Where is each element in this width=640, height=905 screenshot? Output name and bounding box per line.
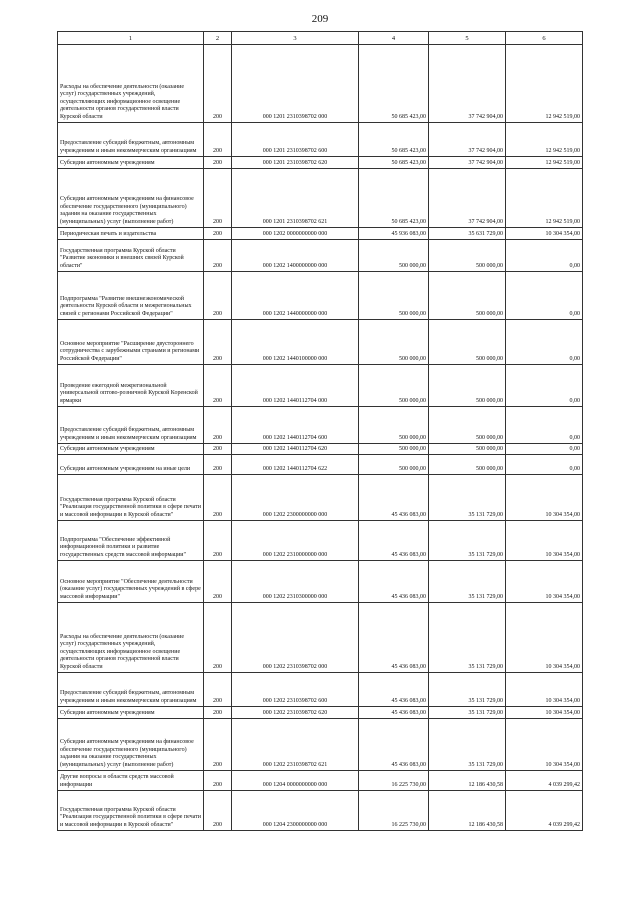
row-name-cell: Основное мероприятие "Обеспечение деятельности (оказание услуг) государственных учреждений в сфере массовой информации" [58,561,204,603]
row-approved-cell: 16 225 730,00 [359,791,429,831]
row-kbk-cell: 000 1201 2310398702 621 [232,169,359,228]
row-approved-cell: 50 685 423,00 [359,45,429,123]
row-executed-cell: 35 131 729,00 [429,475,506,521]
table-row [58,719,583,771]
row-name-cell: Расходы на обеспечение деятельности (оказание услуг) государственных учреждений, осуществляющих информационное освещение деятельности органов государственной власти Курской области [58,603,204,673]
row-code-cell: 200 [204,475,232,521]
row-kbk-cell: 000 1202 2310398702 620 [232,707,359,719]
table-row [58,455,583,475]
row-kbk-cell: 000 1202 1440112704 620 [232,444,359,455]
header-cell: 5 [429,32,506,45]
budget-table [57,31,583,831]
row-executed-cell: 500 000,00 [429,455,506,475]
row-unexecuted-cell: 10 304 354,00 [506,719,583,771]
table-row [58,169,583,228]
row-executed-cell: 500 000,00 [429,320,506,365]
row-code-cell: 200 [204,157,232,169]
table-row [58,521,583,561]
row-executed-cell: 12 186 430,58 [429,771,506,791]
row-executed-cell: 37 742 904,00 [429,123,506,157]
row-name-cell: Государственная программа Курской области "Реализация государственной политики в сфере печати и массовой информации в Курской области" [58,791,204,831]
row-code-cell: 200 [204,407,232,444]
row-code-cell: 200 [204,603,232,673]
row-unexecuted-cell: 10 304 354,00 [506,603,583,673]
table-row [58,45,583,123]
row-executed-cell: 35 131 729,00 [429,673,506,707]
row-name-cell: Предоставление субсидий бюджетным, автономным учреждениям и иным некоммерческим организациям [58,673,204,707]
row-executed-cell: 35 131 729,00 [429,561,506,603]
row-unexecuted-cell: 0,00 [506,455,583,475]
row-approved-cell: 50 685 423,00 [359,123,429,157]
row-executed-cell: 500 000,00 [429,240,506,272]
row-kbk-cell: 000 1204 2300000000 000 [232,791,359,831]
row-approved-cell: 500 000,00 [359,240,429,272]
row-name-cell: Основное мероприятие "Расширение двустороннего сотрудничества с зарубежными странами и регионами Российской Федерации" [58,320,204,365]
row-kbk-cell: 000 1204 0000000000 000 [232,771,359,791]
row-unexecuted-cell: 4 039 299,42 [506,771,583,791]
row-unexecuted-cell: 0,00 [506,240,583,272]
row-approved-cell: 500 000,00 [359,365,429,407]
row-unexecuted-cell: 4 039 299,42 [506,791,583,831]
row-executed-cell: 35 131 729,00 [429,603,506,673]
row-name-cell: Государственная программа Курской области "Развитие экономики и внешних связей Курской области" [58,240,204,272]
row-approved-cell: 500 000,00 [359,407,429,444]
row-name-cell: Субсидии автономным учреждениям [58,444,204,455]
row-name-cell: Подпрограмма "Развитие внешнеэкономической деятельности Курской области и межрегиональных связей с регионами Российской Федерации" [58,272,204,320]
table-body [58,45,583,831]
row-kbk-cell: 000 1202 2310000000 000 [232,521,359,561]
table-row [58,561,583,603]
row-name-cell: Государственная программа Курской области "Реализация государственной политики в сфере печати и массовой информации в Курской области" [58,475,204,521]
row-code-cell: 200 [204,455,232,475]
row-approved-cell: 45 936 083,00 [359,228,429,240]
table-row [58,228,583,240]
row-kbk-cell: 000 1201 2310398702 000 [232,45,359,123]
row-approved-cell: 500 000,00 [359,272,429,320]
row-unexecuted-cell: 0,00 [506,272,583,320]
row-executed-cell: 500 000,00 [429,407,506,444]
row-code-cell: 200 [204,521,232,561]
row-code-cell: 200 [204,45,232,123]
row-approved-cell: 16 225 730,00 [359,771,429,791]
table-row [58,123,583,157]
row-executed-cell: 500 000,00 [429,365,506,407]
row-code-cell: 200 [204,320,232,365]
row-executed-cell: 500 000,00 [429,272,506,320]
row-approved-cell: 50 685 423,00 [359,169,429,228]
row-kbk-cell: 000 1202 2310398702 600 [232,673,359,707]
row-executed-cell: 35 131 729,00 [429,719,506,771]
row-unexecuted-cell: 12 942 519,00 [506,169,583,228]
row-kbk-cell: 000 1202 1440112704 000 [232,365,359,407]
row-approved-cell: 45 436 083,00 [359,475,429,521]
row-unexecuted-cell: 12 942 519,00 [506,157,583,169]
row-name-cell: Подпрограмма "Обеспечение эффективной информационной политики и развитие государственных средств массовой информации" [58,521,204,561]
row-name-cell: Предоставление субсидий бюджетным, автономным учреждениям и иным некоммерческим организациям [58,407,204,444]
row-executed-cell: 37 742 904,00 [429,169,506,228]
row-approved-cell: 45 436 083,00 [359,673,429,707]
row-approved-cell: 50 685 423,00 [359,157,429,169]
row-unexecuted-cell: 10 304 354,00 [506,561,583,603]
row-approved-cell: 45 436 083,00 [359,603,429,673]
table-row [58,791,583,831]
header-row [58,32,583,45]
row-code-cell: 200 [204,123,232,157]
row-code-cell: 200 [204,272,232,320]
row-approved-cell: 500 000,00 [359,444,429,455]
row-approved-cell: 45 436 083,00 [359,707,429,719]
row-name-cell: Проведение ежегодной межрегиональной универсальной оптово-розничной Курской Коренской ярмарки [58,365,204,407]
row-executed-cell: 37 742 904,00 [429,45,506,123]
row-executed-cell: 35 131 729,00 [429,521,506,561]
row-unexecuted-cell: 0,00 [506,320,583,365]
row-kbk-cell: 000 1201 2310398702 600 [232,123,359,157]
row-unexecuted-cell: 0,00 [506,365,583,407]
table-row [58,603,583,673]
table-row [58,475,583,521]
row-kbk-cell: 000 1202 1400000000 000 [232,240,359,272]
table-row [58,771,583,791]
table-row [58,157,583,169]
row-executed-cell: 35 631 729,00 [429,228,506,240]
row-code-cell: 200 [204,228,232,240]
row-unexecuted-cell: 12 942 519,00 [506,45,583,123]
row-kbk-cell: 000 1202 1440000000 000 [232,272,359,320]
table-row [58,407,583,444]
table-row [58,444,583,455]
row-code-cell: 200 [204,561,232,603]
row-name-cell: Периодическая печать и издательства [58,228,204,240]
row-code-cell: 200 [204,791,232,831]
table-row [58,240,583,272]
row-kbk-cell: 000 1202 2310300000 000 [232,561,359,603]
header-cell: 1 [58,32,204,45]
row-code-cell: 200 [204,444,232,455]
row-executed-cell: 500 000,00 [429,444,506,455]
row-unexecuted-cell: 0,00 [506,444,583,455]
row-kbk-cell: 000 1202 1440100000 000 [232,320,359,365]
row-kbk-cell: 000 1202 2300000000 000 [232,475,359,521]
header-cell: 6 [506,32,583,45]
row-name-cell: Расходы на обеспечение деятельности (оказание услуг) государственных учреждений, осуществляющих информационное освещение деятельности органов государственной власти Курской области [58,45,204,123]
row-kbk-cell: 000 1202 1440112704 622 [232,455,359,475]
row-kbk-cell: 000 1202 1440112704 600 [232,407,359,444]
row-unexecuted-cell: 12 942 519,00 [506,123,583,157]
row-code-cell: 200 [204,240,232,272]
row-approved-cell: 500 000,00 [359,320,429,365]
row-code-cell: 200 [204,771,232,791]
row-code-cell: 200 [204,719,232,771]
row-approved-cell: 45 436 083,00 [359,561,429,603]
row-name-cell: Субсидии автономным учреждениям на финансовое обеспечение государственного (муниципального) задания на оказание государственных (муниципальных) услуг (выполнение работ) [58,169,204,228]
table-row [58,707,583,719]
row-name-cell: Субсидии автономным учреждениям [58,157,204,169]
table-row [58,365,583,407]
row-name-cell: Другие вопросы в области средств массовой информации [58,771,204,791]
row-name-cell: Субсидии автономным учреждениям на иные цели [58,455,204,475]
row-approved-cell: 45 436 083,00 [359,719,429,771]
row-kbk-cell: 000 1202 2310398702 621 [232,719,359,771]
row-kbk-cell: 000 1202 2310398702 000 [232,603,359,673]
page-number: 209 [311,13,329,25]
header-cell: 4 [359,32,429,45]
row-code-cell: 200 [204,673,232,707]
row-code-cell: 200 [204,169,232,228]
row-code-cell: 200 [204,707,232,719]
table-row [58,673,583,707]
row-unexecuted-cell: 10 304 354,00 [506,521,583,561]
row-name-cell: Предоставление субсидий бюджетным, автономным учреждениям и иным некоммерческим организациям [58,123,204,157]
row-kbk-cell: 000 1202 0000000000 000 [232,228,359,240]
row-unexecuted-cell: 10 304 354,00 [506,228,583,240]
row-approved-cell: 45 436 083,00 [359,521,429,561]
row-unexecuted-cell: 10 304 354,00 [506,707,583,719]
row-name-cell: Субсидии автономным учреждениям на финансовое обеспечение государственного (муниципального) задания на оказание государственных (муниципальных) услуг (выполнение работ) [58,719,204,771]
header-cell: 2 [204,32,232,45]
row-unexecuted-cell: 0,00 [506,407,583,444]
row-code-cell: 200 [204,365,232,407]
table-row [58,320,583,365]
row-unexecuted-cell: 10 304 354,00 [506,673,583,707]
row-approved-cell: 500 000,00 [359,455,429,475]
table-row [58,272,583,320]
row-executed-cell: 12 186 430,58 [429,791,506,831]
header-cell: 3 [232,32,359,45]
row-executed-cell: 35 131 729,00 [429,707,506,719]
row-name-cell: Субсидии автономным учреждениям [58,707,204,719]
row-kbk-cell: 000 1201 2310398702 620 [232,157,359,169]
row-unexecuted-cell: 10 304 354,00 [506,475,583,521]
row-executed-cell: 37 742 904,00 [429,157,506,169]
